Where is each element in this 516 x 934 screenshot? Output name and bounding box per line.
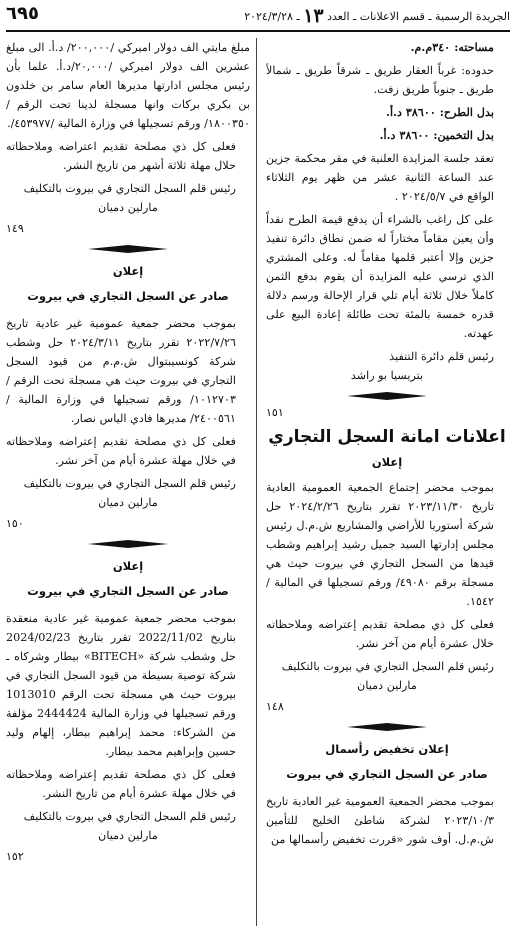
signature-title: رئيس قلم دائرة التنفيذ (389, 350, 494, 363)
notice-body: بموجب محضر جمعية عمومية غير عادية تاريخ ٢٠٢٢/٧/٢٦ تقرر بتاريخ ٢٠٢٤/٣/١١ حل وشطب شركة كونسيبتوال ش.م.م من قيود السجل التجاري في بيروت حيث هي مسجلة تحت الرقم /١٠١٢٧٠٣/ ورقم تسجيلها في وزارة المالية /٢٤٠٠٥٦١/ مديرها فادي الياس نصار. (6, 317, 236, 425)
left-column (6, 38, 250, 928)
signature-name: مارلين دميان (98, 496, 158, 509)
property-borders: حدوده: غرباً العقار طريق ـ شرقاً طريق ـ شمالاً طريق ـ جنوباً طريق زفت. (266, 64, 494, 96)
auction-conditions: على كل راغب بالشراء أن يدفع قيمة الطرح نقداً وأن يعين مقاماً مختاراً له ضمن نطاق دائرة تنفيذ جزين وإلا أعتبر قلمها مقاماً له. وعلى المشتري الذي ترسي عليه المزايدة أن يقوم بدفع الثمن كاملاً خلال ثلاثة أيام تلي قرار الإحالة ورسم دلالة قدره خمسة بالمئة تحت طائلة إعادة البيع على عهدته. (266, 213, 494, 340)
notice-title: إعلان (112, 559, 144, 573)
starting-price: بدل الطرح: ٣٨٦٠٠ د.أ. (386, 105, 494, 119)
notice-objection: فعلى كل ذي مصلحة تقديم إعتراضه وملاحظاته في خلال مهلة عشرة أيام من تاريخ النشر. (6, 768, 236, 800)
auction-session: تعقد جلسة المزايدة العلنية في مقر محكمة جزين عند الساعة الثانية عشر من ظهر يوم الثلاثاء الواقع في ٢٠٢٤/٥/٧ . (266, 152, 494, 203)
notice-objection: فعلى كل ذي مصلحة تقديم إعتراضه وملاحظاته خلال عشرة أيام من آخر نشر. (266, 618, 494, 650)
signature-title: رئيس قلم السجل التجاري في بيروت بالتكليف (23, 810, 236, 823)
notice-number: ١٤٩ (6, 222, 24, 235)
separator-ornament (6, 244, 250, 254)
notice-title: إعلان تخفيض رأسمال (325, 742, 449, 756)
right-column (266, 38, 508, 928)
separator-ornament (266, 722, 508, 732)
signature-title: رئيس قلم السجل التجاري في بيروت بالتكليف (23, 182, 236, 195)
separator-ornament (266, 391, 508, 401)
notice-body: بموجب محضر جمعية عمومية غير عادية منعقدة بتاريخ 2022/11/02 تقرر بتاريخ 2024/02/23 حل وشطب شركة «BITECH» بيطار وشركاه ـ شركة توصية بسيطة من قيود السجل التجاري في بيروت حيث هي مسجلة تحت الرقم 1013010 ورقم تسجيلها في وزارة المالية 2444424 مؤلفة من الشركاء: محمد إبراهيم بيطار، إلهام وليد حسين وإبراهيم محمد بيطار. (6, 612, 237, 758)
notice-number: ١٥٠ (6, 517, 24, 530)
notice-title: إعلان (112, 264, 144, 278)
running-header (244, 6, 510, 27)
page-header (6, 3, 510, 27)
notice-subtitle: صادر عن السجل التجاري في بيروت (286, 767, 488, 781)
signature-name: مارلين دميان (357, 679, 417, 692)
notice-number: ١٥٢ (6, 850, 24, 863)
notice-body: بموجب محضر الجمعية العمومية غير العادية تاريخ ٢٠٢٣/١٠/٣ لشركة شاطئ الخليج للتأمين ش.م.ل. أوف شور «قررت تخفيض رأسمالها من (266, 795, 494, 846)
signature-name: مارلين دميان (98, 201, 158, 214)
signature-name: بتريسيا بو راشد (350, 369, 424, 382)
column-divider (256, 38, 257, 926)
notice-number: ١٤٨ (266, 700, 284, 713)
notice-title: إعلان (371, 455, 403, 469)
signature-title: رئيس قلم السجل التجاري في بيروت بالتكليف (281, 660, 494, 673)
signature-title: رئيس قلم السجل التجاري في بيروت بالتكليف (23, 477, 236, 490)
notice-number: ١٥١ (266, 406, 284, 419)
notice-objection: فعلى كل ذي مصلحة تقديم إعتراضه وملاحظاته في خلال مهلة عشرة أيام من آخر نشر. (6, 435, 236, 467)
notice-subtitle: صادر عن السجل التجاري في بيروت (27, 289, 229, 303)
page-number: ٦٩٥ (6, 3, 39, 24)
valuation-price: بدل التخمين: ٣٨٦٠٠ د.أ. (379, 128, 494, 142)
header-rule (6, 30, 510, 32)
notice-body: بموجب محضر إجتماع الجمعية العمومية العادية تاريخ ٢٠٢٣/١١/٣٠ تقرر بتاريخ ٢٠٢٤/٢/٢٦ حل شركة أستوريا للأراضي والمشاريع ش.م.ل رئيس مجلس إدارتها السيد جميل رشيد إبراهيم وشطب قيدها من السجل التجاري في بيروت حيث هي مسجلة برقم ٤٩٠٨٠/ ورقم تسجيلها في المالية /١٥٤٢. (266, 481, 494, 608)
issue-number: ١٣ (303, 5, 324, 27)
section-title: اعلانات امانة السجل التجاري (268, 427, 506, 447)
notice-objection: فعلى كل ذي مصلحة تقديم اعتراضه وملاحظاته حلال مهلة ثلاثة أشهر من تاريخ النشر. (6, 140, 236, 172)
signature-name: مارلين دميان (98, 829, 158, 842)
notice-body-continued: مبلغ مايتي الف دولار اميركي /٢٠٠,٠٠٠/ د.أ. الى مبلغ عشرين الف دولار اميركي /٢٠,٠٠٠/د.أ. علما بأن رئيس مجلس ادارتها مديرها العام سامر بن خلدون بن بكري بركات وانها مسجلة لدينا تحت الرقم /١٨٠٠٣٥٠/ ورقم تسجيلها في وزارة المالية /٤٥٣٩٧٧/. (6, 41, 250, 130)
separator-ornament (6, 539, 250, 549)
property-area: مساحته: ٣٤٠م.م. (410, 40, 494, 54)
issue-date: ـ ٢٠٢٤/٣/٢٨ (244, 10, 300, 23)
notice-subtitle: صادر عن السجل التجاري في بيروت (27, 584, 229, 598)
running-title: الجريدة الرسمية ـ قسم الاعلانات ـ العدد (327, 10, 510, 23)
